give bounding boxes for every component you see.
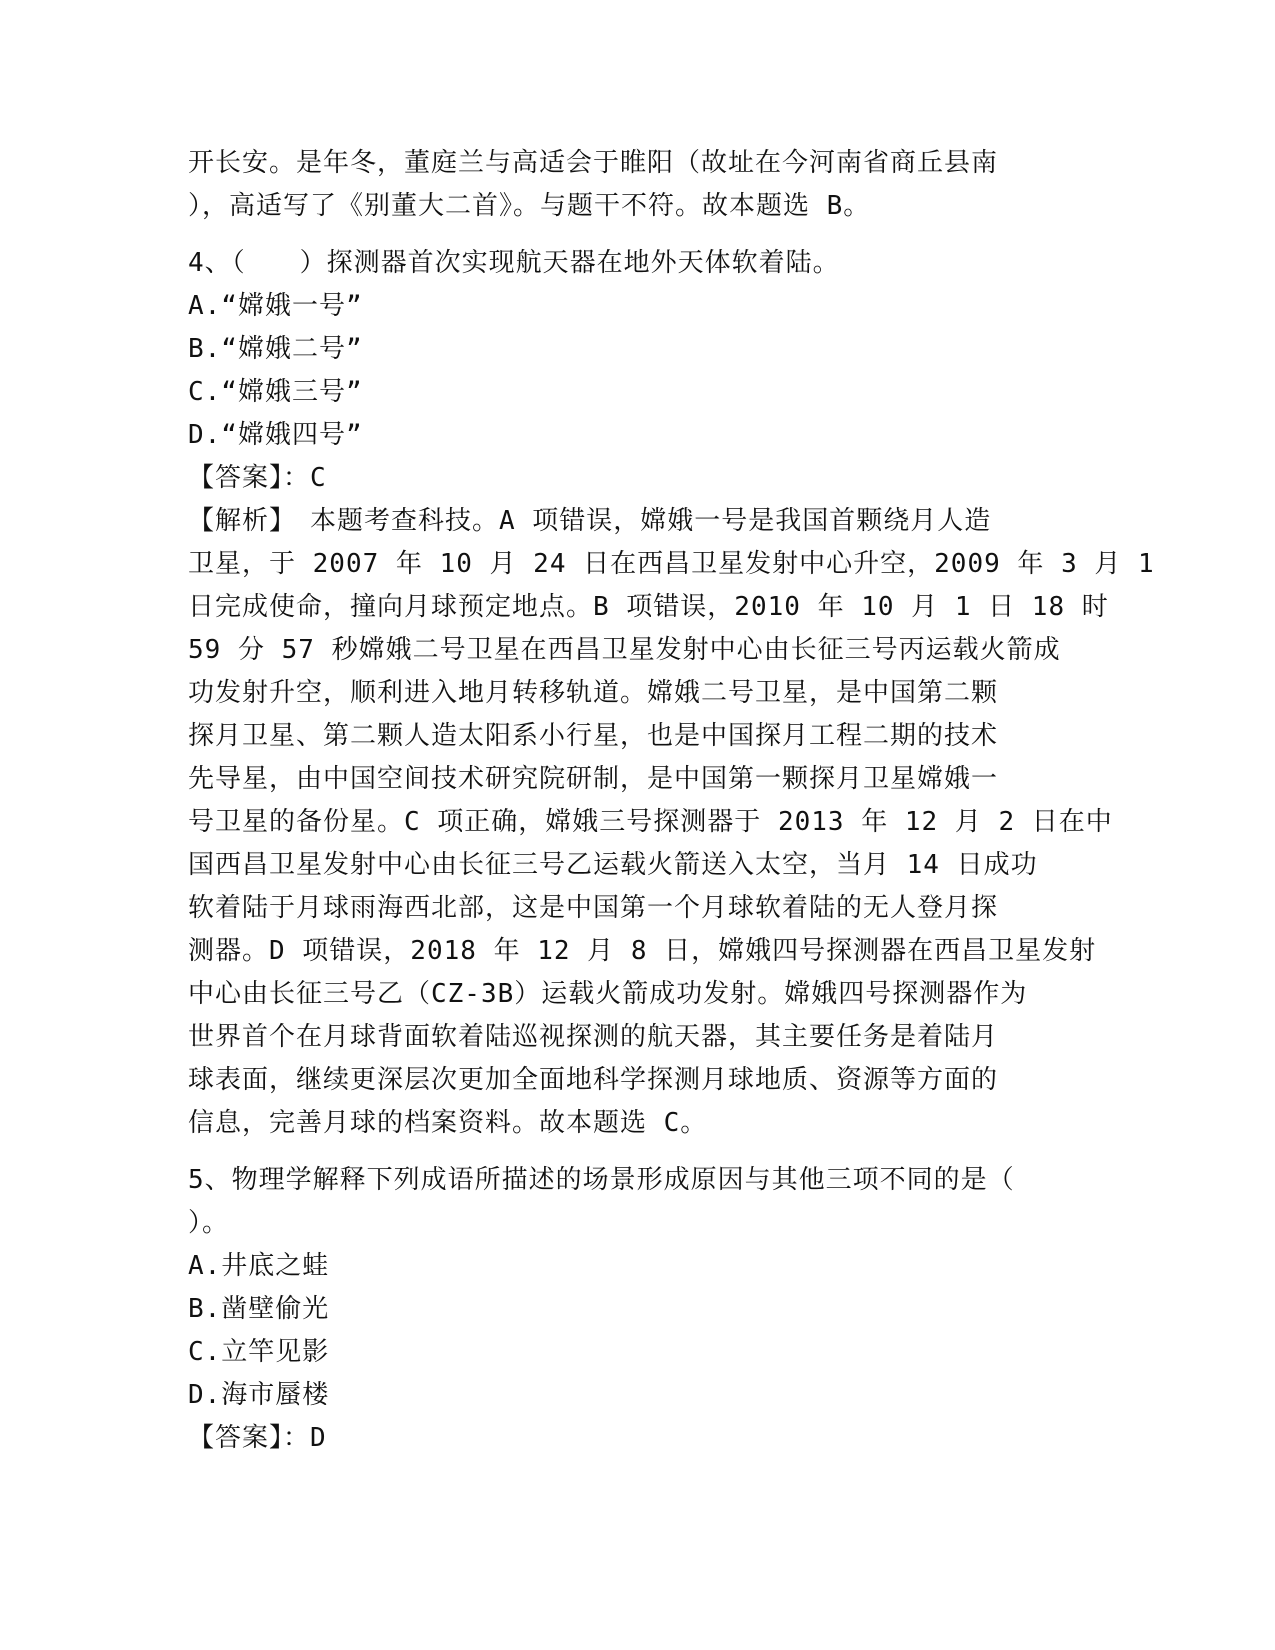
question-4 — [188, 242, 1155, 1145]
analysis-line: 卫星，于 2007 年 10 月 24 日在西昌卫星发射中心升空，2009 年 3 月 1 — [188, 549, 1155, 579]
option-d: D.海市蜃楼 — [188, 1380, 330, 1410]
option-c: C.“嫦娥三号” — [188, 377, 363, 407]
analysis-line: 号卫星的备份星。C 项正确，嫦娥三号探测器于 2013 年 12 月 2 日在中 — [188, 807, 1113, 837]
question-stem-continued: ）。 — [188, 1208, 230, 1238]
option-a: A.“嫦娥一号” — [188, 291, 363, 321]
answer-line: 【答案】：C — [188, 463, 327, 493]
option-b: B.“嫦娥二号” — [188, 334, 363, 364]
analysis-line: 59 分 57 秒嫦娥二号卫星在西昌卫星发射中心由长征三号丙运载火箭成 — [188, 635, 1061, 665]
analysis-line: 测器。D 项错误，2018 年 12 月 8 日，嫦娥四号探测器在西昌卫星发射 — [188, 936, 1097, 966]
analysis-line: 日完成使命，撞向月球预定地点。B 项错误，2010 年 10 月 1 日 18 时 — [188, 592, 1109, 622]
document-page — [188, 142, 1155, 1460]
analysis-line: 世界首个在月球背面软着陆巡视探测的航天器，其主要任务是着陆月 — [188, 1022, 999, 1052]
analysis-line: 球表面，继续更深层次更加全面地科学探测月球地质、资源等方面的 — [188, 1065, 999, 1095]
option-d: D.“嫦娥四号” — [188, 420, 363, 450]
analysis-line: 功发射升空，顺利进入地月转移轨道。嫦娥二号卫星，是中国第二颗 — [188, 678, 999, 708]
analysis-line: 国西昌卫星发射中心由长征三号乙运载火箭送入太空，当月 14 日成功 — [188, 850, 1038, 880]
analysis-line: 软着陆于月球雨海西北部，这是中国第一个月球软着陆的无人登月探 — [188, 893, 999, 923]
question-stem: 5、物理学解释下列成语所描述的场景形成原因与其他三项不同的是（ — [188, 1165, 1015, 1195]
text-line: 开长安。是年冬，董庭兰与高适会于睢阳（故址在今河南省商丘县南 — [188, 148, 999, 178]
question-stem: 4、（ ）探测器首次实现航天器在地外天体软着陆。 — [188, 248, 840, 278]
option-b: B.凿壁偷光 — [188, 1294, 330, 1324]
analysis-line: 信息，完善月球的档案资料。故本题选 C。 — [188, 1108, 708, 1138]
answer-line: 【答案】：D — [188, 1423, 327, 1453]
question-5 — [188, 1159, 1088, 1460]
analysis-line: 先导星，由中国空间技术研究院研制，是中国第一颗探月卫星嫦娥一 — [188, 764, 999, 794]
option-c: C.立竿见影 — [188, 1337, 330, 1367]
analysis-line: 【解析】 本题考查科技。A 项错误，嫦娥一号是我国首颗绕月人造 — [188, 506, 992, 536]
text-line: ），高适写了《别董大二首》。与题干不符。故本题选 B。 — [188, 191, 871, 221]
analysis-block — [188, 500, 1155, 1145]
previous-explanation — [188, 142, 1088, 228]
analysis-line: 探月卫星、第二颗人造太阳系小行星，也是中国探月工程二期的技术 — [188, 721, 999, 751]
analysis-line: 中心由长征三号乙（CZ-3B）运载火箭成功发射。嫦娥四号探测器作为 — [188, 979, 1028, 1009]
option-a: A.井底之蛙 — [188, 1251, 330, 1281]
